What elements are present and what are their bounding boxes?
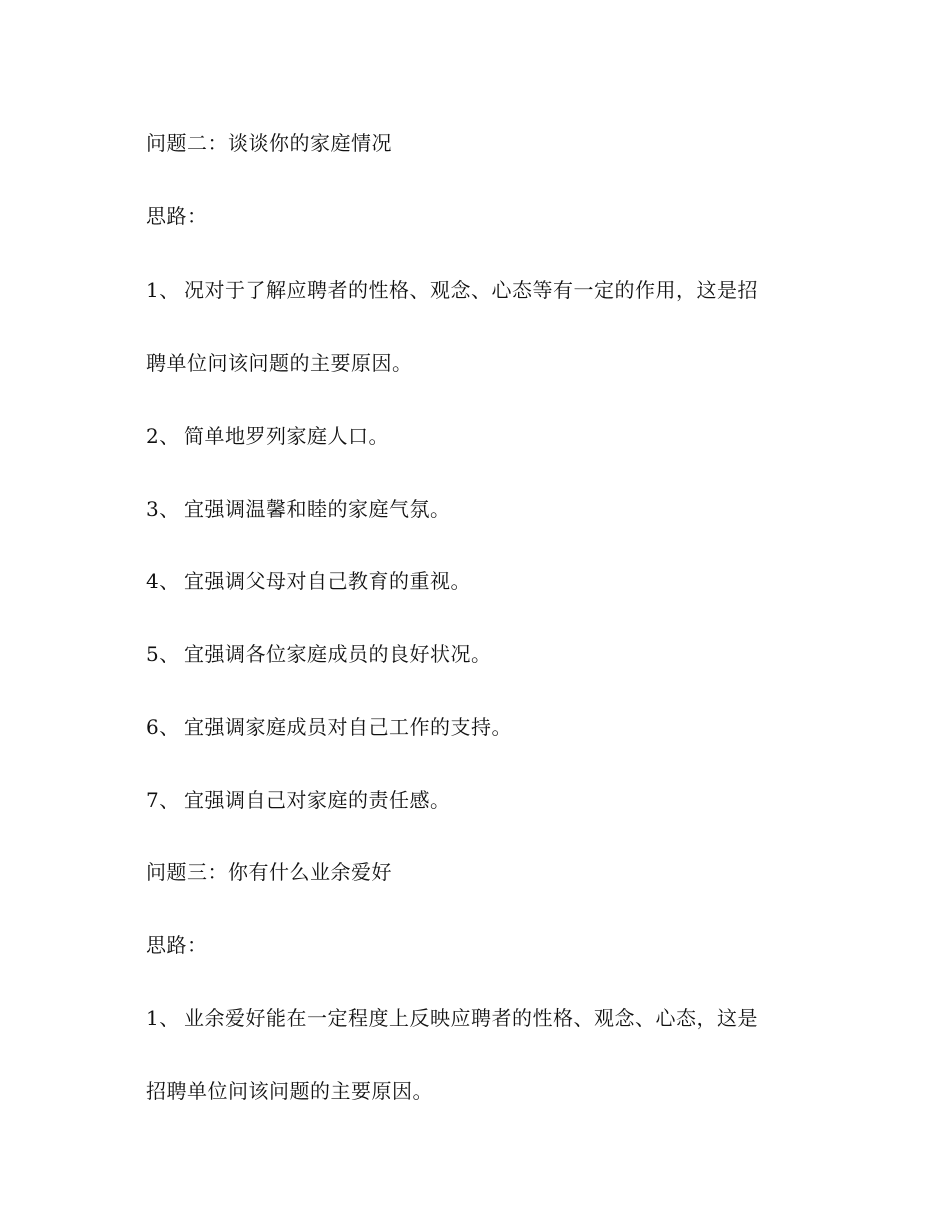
section2-heading: 问题二：谈谈你的家庭情况 [146,131,392,155]
item-text: 业余爱好能在一定程度上反映应聘者的性格、观念、心态，这是 [184,1006,758,1030]
item-text: 宜强调温馨和睦的家庭气氛。 [184,497,451,521]
section2-item-6 [146,714,512,740]
section2-item-1 [146,277,758,303]
item-number: 1、 [146,278,180,302]
item-number: 6、 [146,715,180,739]
section2-item-2 [146,423,389,449]
item-number: 7、 [146,788,180,812]
item-text: 宜强调各位家庭成员的良好状况。 [184,642,492,666]
section2-item-3 [146,496,451,522]
item-number: 1、 [146,1006,180,1030]
item-text: 宜强调家庭成员对自己工作的支持。 [184,715,512,739]
item-text: 宜强调父母对自己教育的重视。 [184,569,471,593]
section3-item-1 [146,1005,758,1031]
section2-item-1-continuation: 聘单位问该问题的主要原因。 [146,351,413,375]
section3-item-1-continuation: 招聘单位问该问题的主要原因。 [146,1079,433,1103]
section2-idea-label: 思路： [146,204,208,228]
section2-item-4 [146,568,471,594]
section2-item-5 [146,641,492,667]
section2-item-7 [146,787,451,813]
item-number: 2、 [146,424,180,448]
item-number: 3、 [146,497,180,521]
item-number: 4、 [146,569,180,593]
section3-heading: 问题三：你有什么业余爱好 [146,860,392,884]
item-text: 况对于了解应聘者的性格、观念、心态等有一定的作用，这是招 [184,278,758,302]
item-text: 宜强调自己对家庭的责任感。 [184,788,451,812]
item-number: 5、 [146,642,180,666]
item-text: 简单地罗列家庭人口。 [184,424,389,448]
section3-idea-label: 思路： [146,933,208,957]
